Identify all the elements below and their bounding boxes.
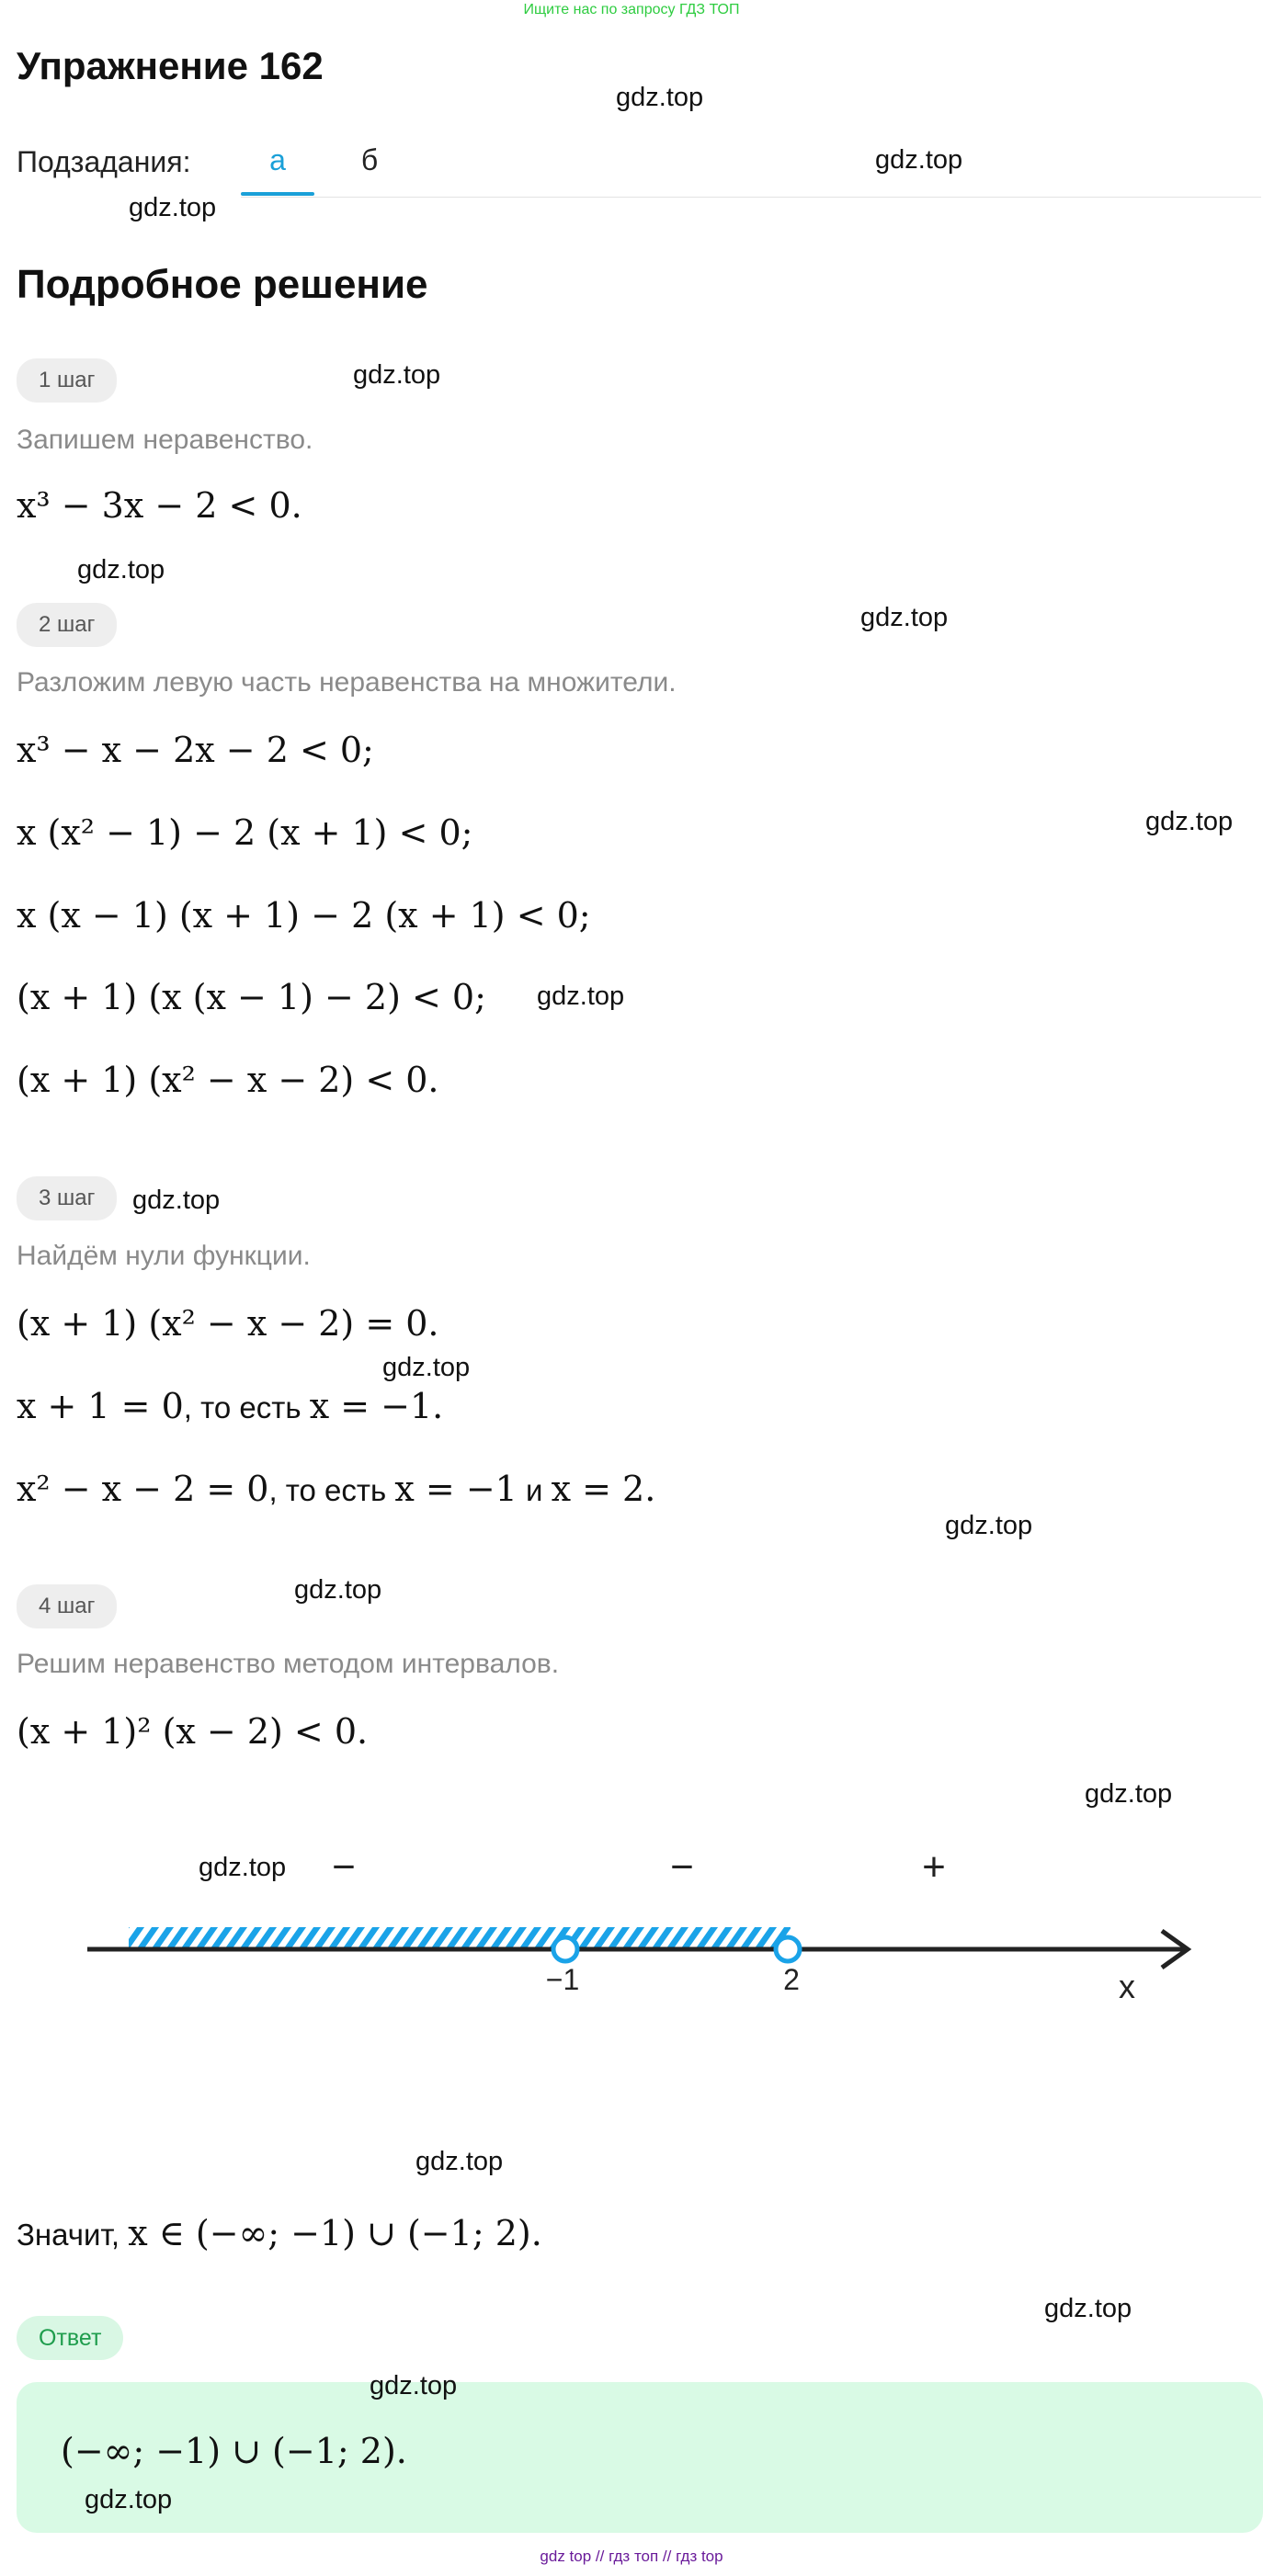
step-2-desc: Разложим левую часть неравенства на множители. — [17, 667, 677, 698]
point-label-2: 2 — [783, 1963, 800, 1996]
step-3-zero-2 — [17, 1469, 655, 1509]
zero-2-and: и — [517, 1473, 552, 1507]
conclusion-prefix: Значит, — [17, 2218, 129, 2252]
step-4-label: 4 шаг — [17, 1584, 117, 1628]
axis-label-x: x — [1119, 1968, 1135, 2005]
step-1-label: 1 шаг — [17, 358, 117, 403]
step-2-line-2: x (x² − 1) − 2 (x + 1) < 0; — [17, 812, 473, 853]
section-title: Подробное решение — [17, 262, 428, 307]
zero-2-connector: , то есть — [268, 1473, 395, 1507]
watermark: gdz.top — [132, 1186, 221, 1215]
answer-label: Ответ — [17, 2316, 123, 2360]
footer-links[interactable]: gdz top // гдз топ // гдз top — [540, 2548, 723, 2565]
tab-subtask-b[interactable]: б — [360, 143, 379, 176]
zero-1-equation: x + 1 = 0 — [17, 1386, 184, 1426]
step-2-line-1: x³ − x − 2x − 2 < 0; — [17, 730, 374, 770]
watermark: gdz.top — [537, 982, 625, 1011]
top-banner[interactable]: Ищите нас по запросу ГДЗ ТОП — [523, 2, 740, 17]
watermark: gdz.top — [860, 603, 949, 632]
watermark: gdz.top — [1044, 2294, 1132, 2323]
step-3-zero-1 — [17, 1386, 443, 1426]
watermark: gdz.top — [77, 555, 165, 584]
tab-subtask-a[interactable]: а — [269, 143, 286, 176]
watermark: gdz.top — [415, 2147, 504, 2176]
sign-interval-2: − — [670, 1844, 694, 1889]
step-3-line-1: (x + 1) (x² − x − 2) = 0. — [17, 1303, 439, 1344]
watermark: gdz.top — [353, 360, 441, 390]
step-4-desc: Решим неравенство методом интервалов. — [17, 1649, 560, 1679]
tabs-divider — [241, 197, 1261, 198]
zero-2-root-2: x = 2. — [551, 1469, 656, 1509]
active-tab-indicator — [241, 192, 314, 196]
point-minus-1 — [553, 1937, 577, 1961]
conclusion-math: x ∈ (−∞; −1) ∪ (−1; 2). — [128, 2213, 542, 2253]
step-2-line-4: (x + 1) (x (x − 1) − 2) < 0; — [17, 977, 486, 1017]
step-1-desc: Запишем неравенство. — [17, 425, 313, 455]
watermark: gdz.top — [945, 1511, 1033, 1540]
step-2-line-3: x (x − 1) (x + 1) − 2 (x + 1) < 0; — [17, 895, 591, 936]
watermark: gdz.top — [1085, 1779, 1173, 1809]
step-1-line-1: x³ − 3x − 2 < 0. — [17, 485, 302, 526]
point-label-minus-1: −1 — [545, 1963, 580, 1996]
sign-interval-3: + — [922, 1844, 946, 1889]
shaded-interval — [129, 1927, 791, 1947]
subtasks-label: Подзадания: — [17, 145, 191, 178]
zero-2-equation: x² − x − 2 = 0 — [17, 1469, 269, 1509]
step-2-line-5: (x + 1) (x² − x − 2) < 0. — [17, 1060, 439, 1100]
watermark: gdz.top — [370, 2371, 458, 2400]
step-3-desc: Найдём нули функции. — [17, 1241, 311, 1271]
zero-2-root-1: x = −1 — [394, 1469, 518, 1509]
page-title: Упражнение 162 — [17, 44, 324, 87]
sign-interval-1: − — [332, 1844, 356, 1889]
number-line-diagram — [0, 1829, 1263, 2031]
watermark: gdz.top — [875, 145, 963, 175]
zero-1-connector: , то есть — [183, 1390, 310, 1424]
watermark: gdz.top — [294, 1575, 382, 1605]
point-2 — [776, 1937, 800, 1961]
step-2-label: 2 шаг — [17, 603, 117, 647]
watermark: gdz.top — [199, 1853, 287, 1882]
zero-1-root: x = −1. — [309, 1386, 444, 1426]
watermark: gdz.top — [129, 193, 217, 222]
answer-math: (−∞; −1) ∪ (−1; 2). — [61, 2431, 407, 2471]
conclusion — [17, 2213, 542, 2253]
watermark: gdz.top — [382, 1353, 471, 1382]
watermark: gdz.top — [85, 2485, 173, 2514]
watermark: gdz.top — [1145, 807, 1234, 836]
watermark: gdz.top — [616, 83, 704, 112]
step-4-line-1: (x + 1)² (x − 2) < 0. — [17, 1711, 369, 1752]
step-3-label: 3 шаг — [17, 1176, 117, 1220]
